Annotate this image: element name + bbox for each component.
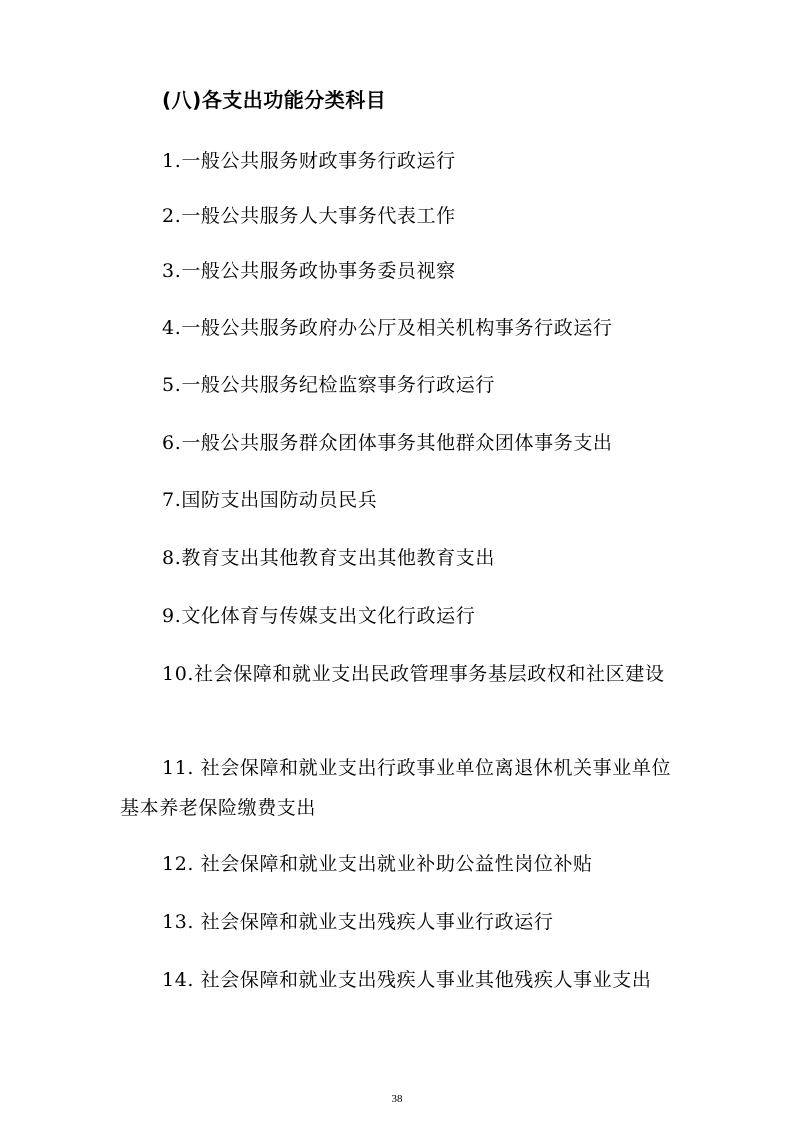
list-item-14: 14. 社会保障和就业支出残疾人事业其他残疾人事业支出 [162,969,652,991]
list-item-8: 8.教育支出其他教育支出其他教育支出 [162,547,495,569]
list-item-2: 2.一般公共服务人大事务代表工作 [162,205,456,227]
list-item-12: 12. 社会保障和就业支出就业补助公益性岗位补贴 [162,853,593,875]
list-item-9: 9.文化体育与传媒支出文化行政运行 [162,605,476,627]
list-item-4: 4.一般公共服务政府办公厅及相关机构事务行政运行 [162,317,613,339]
list-item-6: 6.一般公共服务群众团体事务其他群众团体事务支出 [162,432,613,454]
page-number: 38 [391,1093,403,1105]
list-item-3: 3.一般公共服务政协事务委员视察 [162,260,456,282]
list-item-7: 7.国防支出国防动员民兵 [162,489,378,511]
list-item-5: 5.一般公共服务纪检监察事务行政运行 [162,374,495,396]
list-item-10: 10.社会保障和就业支出民政管理事务基层政权和社区建设 [162,663,665,685]
list-item-11: 11. 社会保障和就业支出行政事业单位离退休机关事业单位基本养老保险缴费支出 [120,757,672,819]
list-item-13: 13. 社会保障和就业支出残疾人事业行政运行 [162,911,554,933]
list-item-1: 1.一般公共服务财政事务行政运行 [162,150,456,172]
section-heading: (八)各支出功能分类科目 [162,88,387,112]
